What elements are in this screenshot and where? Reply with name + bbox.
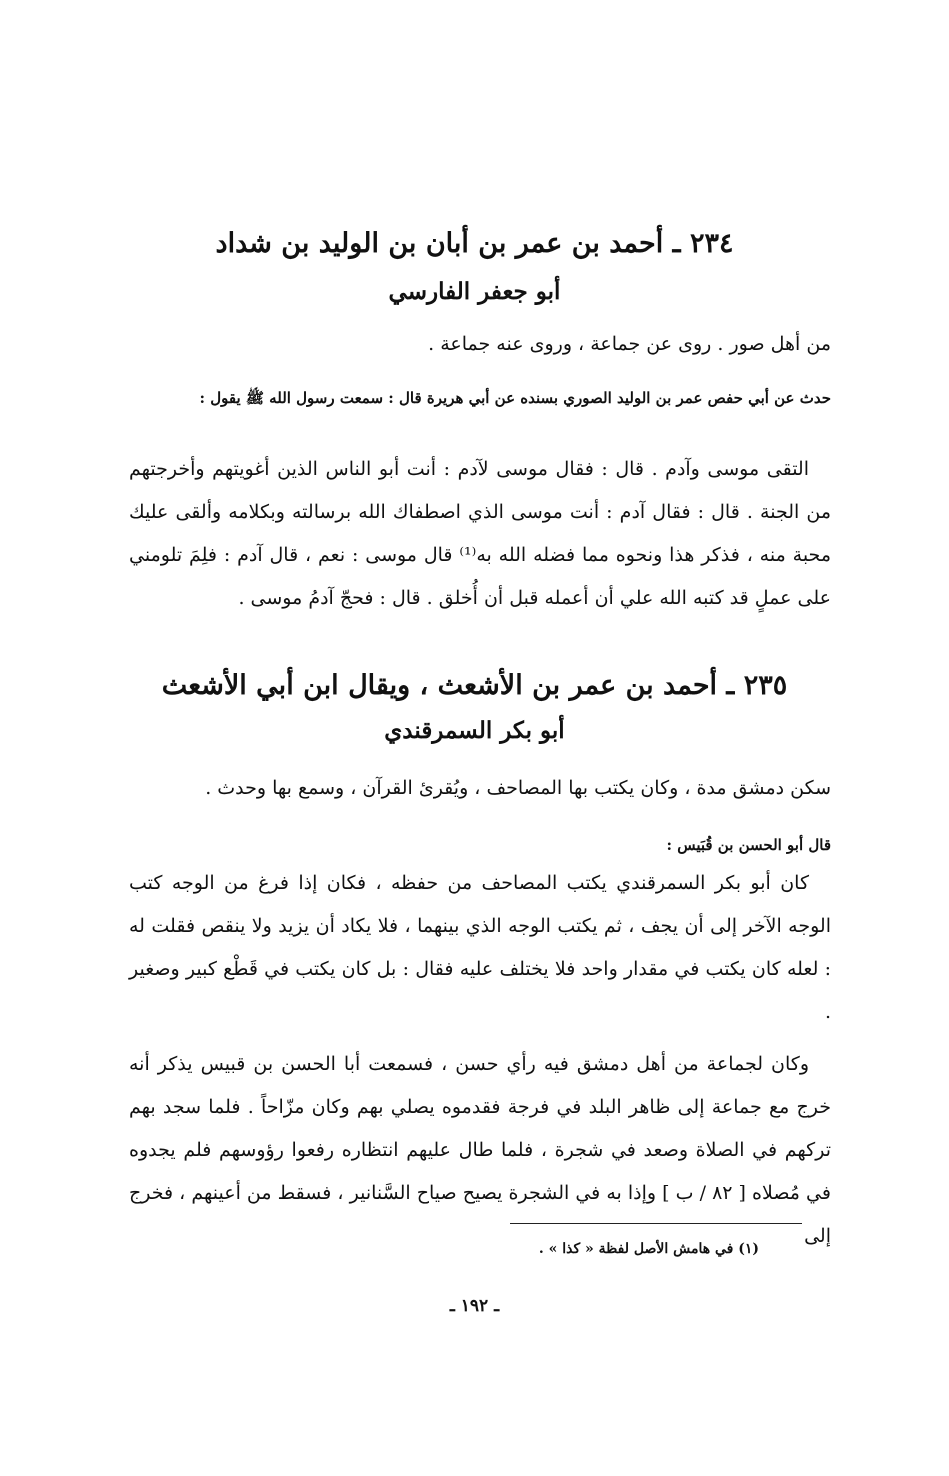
entry-235-narrator: قال أبو الحسن بن قُبَيس : <box>666 836 831 854</box>
footnote: (١) في هامش الأصل لفظة « كذا » . <box>538 1241 759 1257</box>
entry-235-kunya: أبو بكر السمرقندي <box>384 717 565 744</box>
entry-235-paragraph-2: وكان لجماعة من أهل دمشق فيه رأي حسن ، فسمعت أبا الحسن بن قبيس يذكر أنه خرج مع جماعة إلى ظاهر البلد في فرجة فقدموه يصلي بهم وكان مزّاحاً . فلما سجد بهم تركهم في الصلاة وصعد في شجرة ، فلما طال عليهم انتظاره رفعوا رؤوسهم فلم يجدوه في مُصلاه [ ٨٢ / ب ] وإذا به في الشجرة يصيح صياح السَّنانير ، فسقط من أعينهم ، فخرج إلى <box>129 1053 831 1247</box>
footnote-divider <box>510 1223 802 1224</box>
entry-234-hadith: التقى موسى وآدم . قال : فقال موسى لآدم : أنت أبو الناس الذين أغويتهم وأخرجتهم من الجنة . قال : فقال آدم : أنت موسى الذي اصطفاك الله برسالته وبكلامه وألقى عليك محبة منه ، فذكر هذا ونحوه مما فضله الله به⁽¹⁾ قال موسى : نعم ، قال آدم : فلِمَ تلومني على عملٍ قد كتبه الله علي أن أعمله قبل أن أُخلق . قال : فحجّ آدمُ موسى . <box>129 458 832 609</box>
entry-235-intro: سكن دمشق مدة ، وكان يكتب بها المصاحف ، ويُقرئ القرآن ، وسمع بها وحدث . <box>205 777 831 799</box>
entry-234-kunya: أبو جعفر الفارسي <box>388 278 561 305</box>
entry-235-paragraph-1: كان أبو بكر السمرقندي يكتب المصاحف من حفظه ، فكان إذا فرغ من الوجه كتب الوجه الآخر إلى أن يجف ، ثم يكتب الوجه الذي بينهما ، فلا يكاد أن يزيد ولا ينقص فقلت له : لعله كان يكتب في مقدار واحد فلا يختلف عليه فقال : بل كان يكتب في قَطْع كبير وصغير . <box>129 872 831 1023</box>
entry-235-heading: ٢٣٥ ـ أحمد بن عمر بن الأشعث ، ويقال ابن أبي الأشعث <box>161 670 788 701</box>
entry-234-isnad: حدث عن أبي حفص عمر بن الوليد الصوري بسنده عن أبي هريرة قال : سمعت رسول الله ﷺ يقول : <box>199 389 831 407</box>
entry-234-intro: من أهل صور . روى عن جماعة ، وروى عنه جماعة . <box>428 333 831 355</box>
page-number: ـ ١٩٢ ـ <box>449 1296 500 1316</box>
entry-234-heading: ٢٣٤ ـ أحمد بن عمر بن أبان بن الوليد بن شداد <box>215 228 734 259</box>
